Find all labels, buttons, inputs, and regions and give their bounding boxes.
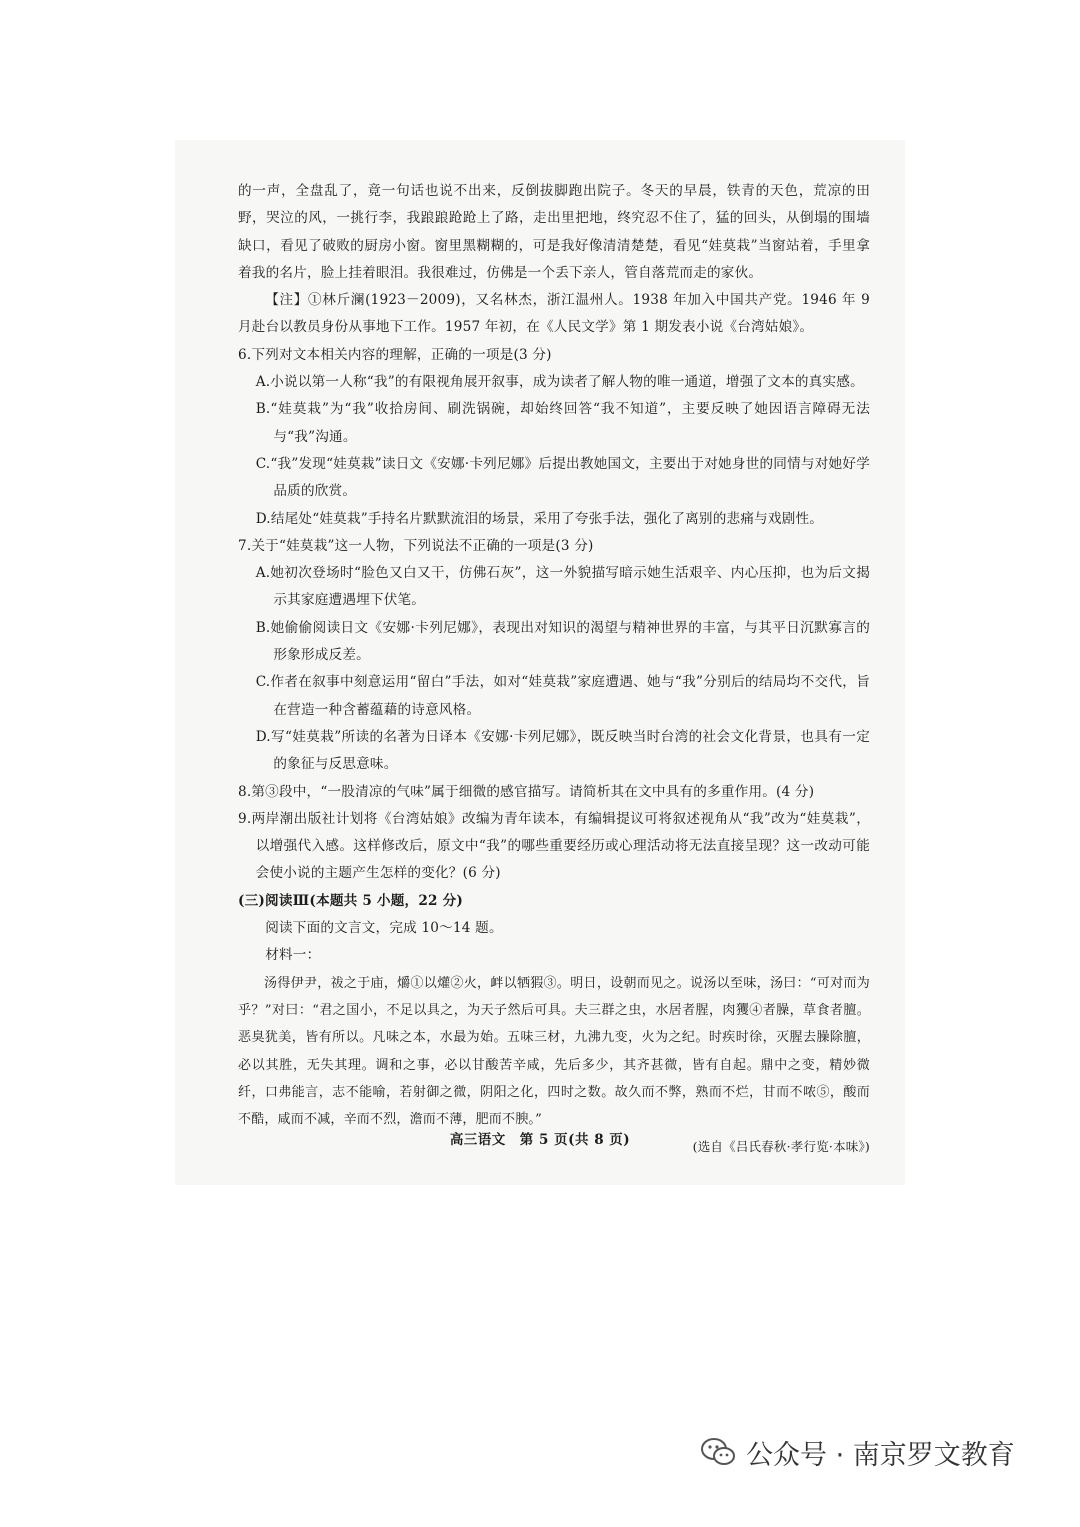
exam-content (238, 178, 870, 1161)
material-label: 材料一： (265, 947, 321, 964)
option-c: C.作者在叙事中刻意运用“留白”手法，如对“娃莫栽”家庭遭遇、她与“我”分别后的结局均不交代，旨在营造一种含蓄蕴藉的诗意风格。 (255, 674, 870, 718)
source-citation: (选自《吕氏春秋·孝行览·本味》) (692, 1139, 870, 1155)
option-b: B.“娃莫栽”为“我”收拾房间、刷洗锅碗，却始终回答“我不知道”，主要反映了她因语言障碍无法与“我”沟通。 (255, 401, 870, 445)
classical-text: 汤得伊尹，祓之于庙，爝①以爟②火，衅以牺猳③。明日，设朝而见之。说汤以至味，汤曰：“可对而为乎？”对曰：“君之国小，不足以具之，为天子然后可具。夫三群之虫，水居者腥，肉玃④者臊，草食者膻。恶臭犹美，皆有所以。凡味之本，水最为始。五味三材，九沸九变，火为之纪。时疾时徐，灭腥去臊除膻，必以其胜，无失其理。调和之事，必以甘酸苦辛咸，先后多少，其齐甚微，皆有自起。鼎中之变，精妙微纤，口弗能言，志不能喻，若射御之微，阴阳之化，四时之数。故久而不弊，熟而不烂，甘而不哝⑤，酸而不酷，咸而不减，辛而不烈，澹而不薄，肥而不腴。” (238, 975, 870, 1128)
option-a: A.她初次登场时“脸色又白又干，仿佛石灰”，这一外貌描写暗示她生活艰辛、内心压抑，也为后文揭示其家庭遭遇埋下伏笔。 (255, 565, 870, 609)
question-6 (238, 342, 870, 533)
watermark (700, 1432, 1015, 1472)
option-d: D.写“娃莫栽”所读的名著为日译本《安娜·卡列尼娜》，既反映当时台湾的社会文化背景，也具有一定的象征与反思意味。 (255, 728, 870, 773)
section-instruction: 阅读下面的文言文，完成 10～14 题。 (265, 920, 503, 937)
section-heading: (三)阅读Ⅲ(本题共 5 小题，22 分) (238, 892, 463, 909)
question-stem: 6.下列对文本相关内容的理解，正确的一项是(3 分) (238, 346, 552, 363)
question-7 (238, 533, 870, 779)
wechat-icon (700, 1437, 736, 1467)
question-9: 9.两岸潮出版社计划将《台湾姑娘》改编为青年读本，有编辑提议可将叙述视角从“我”改为“娃莫栽”，以增强代入感。这样修改后，原文中“我”的哪些重要经历或心理活动将无法直接呈现？这一改动可能会使小说的主题产生怎样的变化？(6 分) (238, 810, 870, 882)
passage-note: 【注】①林斤澜(1923－2009)，又名林杰，浙江温州人。1938 年加入中国共产党。1946 年 9 月赴台以教员身份从事地下工作。1957 年初，在《人民文学》第 1 期发表小说《台湾姑娘》。 (238, 292, 870, 336)
option-a: A.小说以第一人称“我”的有限视角展开叙事，成为读者了解人物的唯一通道，增强了文本的真实感。 (255, 374, 864, 391)
watermark-text: 公众号 · 南京罗文教育 (746, 1439, 1015, 1471)
option-d: D.结尾处“娃莫栽”手持名片默默流泪的场景，采用了夸张手法，强化了离别的悲痛与戏剧性。 (255, 510, 824, 527)
page-footer: 高三语文 第 5 页(共 8 页) (449, 1132, 631, 1148)
question-stem: 7.关于“娃莫栽”这一人物，下列说法不正确的一项是(3 分) (238, 537, 594, 554)
option-b: B.她偷偷阅读日文《安娜·卡列尼娜》，表现出对知识的渴望与精神世界的丰富，与其平日沉默寡言的形象形成反差。 (255, 619, 870, 664)
question-8: 8.第③段中，“一股清凉的气味”属于细微的感官描写。请简析其在文中具有的多重作用。(4 分) (238, 783, 815, 800)
option-c: C.“我”发现“娃莫栽”读日文《安娜·卡列尼娜》后提出教她国文，主要出于对她身世的同情与对她好学品质的欣赏。 (255, 455, 870, 500)
passage-paragraph: 的一声，全盘乱了，竟一句话也说不出来，反倒拔脚跑出院子。冬天的早晨，铁青的天色，荒凉的田野，哭泣的风，一挑行李，我踉踉跄跄上了路，走出里把地，终究忍不住了，猛的回头，从倒塌的围墙缺口，看见了破败的厨房小窗。窗里黑糊糊的，可是我好像清清楚楚，看见“娃莫栽”当窗站着，手里拿着我的名片，脸上挂着眼泪。我很难过，仿佛是一个丢下亲人，管自落荒而走的家伙。 (238, 183, 870, 281)
